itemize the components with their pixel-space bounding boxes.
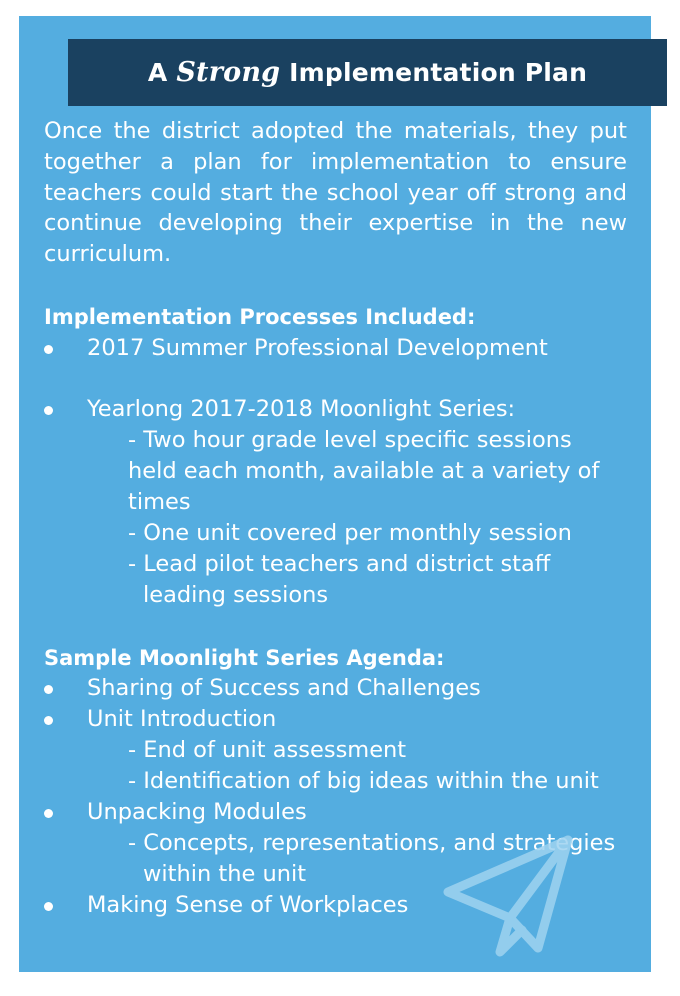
agenda-item-unpacking: Unpacking Modules (87, 799, 307, 825)
bullet-icon (44, 685, 53, 694)
agenda-sub-big-ideas: - Identification of big ideas within the unit (128, 768, 599, 794)
paper-plane-icon (440, 830, 580, 960)
agenda-item-unit-intro: Unit Introduction (87, 706, 277, 732)
agenda-item-workplaces: Making Sense of Workplaces (87, 892, 409, 918)
intro-paragraph: Once the district adopted the materials, they put together a plan for implementation to ensure teachers could start the school year off strong and continue developing their expertise in the new curriculum. (44, 118, 627, 268)
agenda-sub-concepts-2: within the unit (143, 861, 307, 887)
process-sub-sessions-2: held each month, available at a variety of (128, 458, 600, 484)
agenda-item-sharing: Sharing of Success and Challenges (87, 675, 481, 701)
bullet-icon (44, 902, 53, 911)
process-sub-unit: - One unit covered per monthly session (128, 520, 572, 546)
process-sub-lead-2: leading sessions (143, 582, 329, 608)
processes-heading: Implementation Processes Included: (44, 305, 476, 329)
bullet-icon (44, 809, 53, 818)
bullet-icon (44, 716, 53, 725)
agenda-heading: Sample Moonlight Series Agenda: (44, 646, 445, 670)
title-accent: Strong (176, 57, 281, 88)
title-banner (68, 39, 667, 106)
agenda-sub-concepts-1: - Concepts, representations, and strategies (128, 830, 616, 856)
agenda-sub-assessment: - End of unit assessment (128, 737, 407, 763)
process-sub-sessions-1: - Two hour grade level specific sessions (128, 427, 572, 453)
bullet-icon (44, 345, 53, 354)
process-item-moonlight: Yearlong 2017-2018 Moonlight Series: (87, 396, 516, 422)
process-sub-sessions-3: times (128, 489, 191, 515)
bullet-icon (44, 406, 53, 415)
process-sub-lead-1: - Lead pilot teachers and district staff (128, 551, 551, 577)
title-suffix: Implementation Plan (280, 58, 588, 87)
process-item-summer-pd: 2017 Summer Professional Development (87, 335, 548, 361)
title-prefix: A (147, 58, 177, 87)
